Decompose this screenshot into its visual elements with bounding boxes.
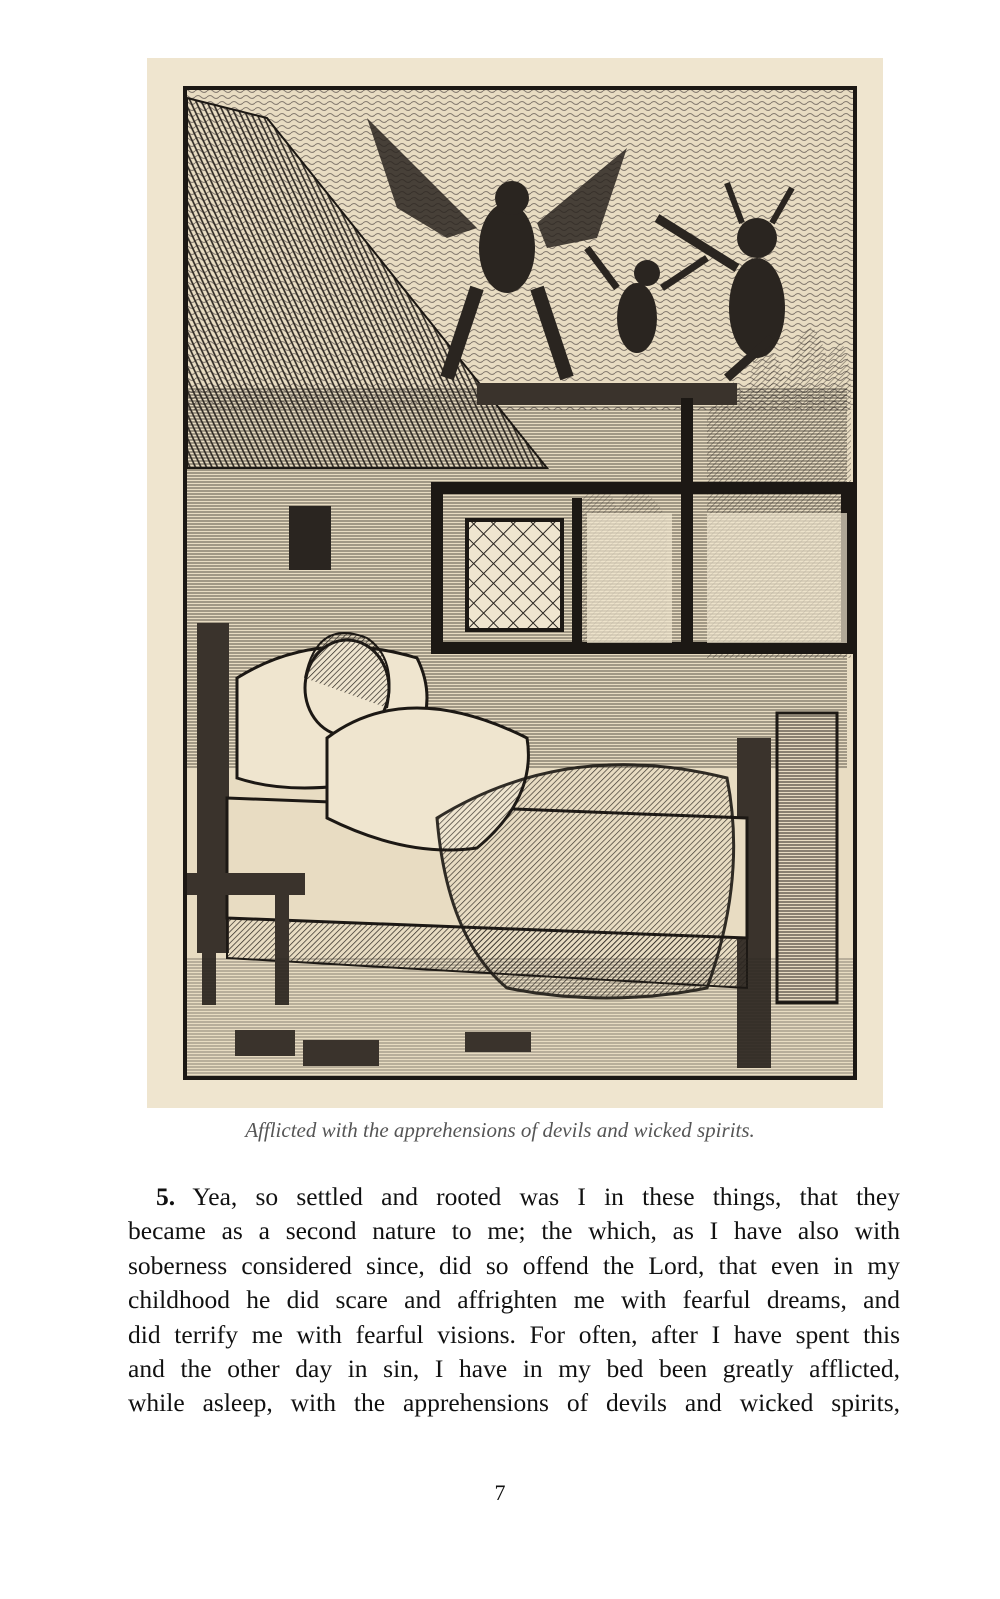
paragraph-line: while asleep, with the apprehensions of devils and wicked spirits, bbox=[128, 1388, 900, 1418]
paragraph-line-text: Yea, so settled and rooted was I in these things, that they bbox=[192, 1182, 900, 1211]
paragraph-line: childhood he did scare and affrighten me with fearful dreams, and bbox=[128, 1285, 900, 1315]
paragraph-line: did terrify me with fearful visions. For often, after I have spent this bbox=[128, 1319, 900, 1349]
paragraph-line: became as a second nature to me; the which, as I have also with bbox=[128, 1216, 900, 1246]
paragraph-number: 5. bbox=[156, 1182, 176, 1211]
paragraph-line: soberness considered since, did so offend the Lord, that even in my bbox=[128, 1250, 900, 1280]
body-paragraph bbox=[128, 1180, 900, 1421]
page-number: 7 bbox=[494, 1480, 506, 1505]
paragraph-line: and the other day in sin, I have in my bed been greatly afflicted, bbox=[128, 1354, 900, 1384]
woodcut-engraving-image bbox=[147, 58, 883, 1108]
paragraph-line bbox=[128, 1180, 900, 1214]
illustration-caption: Afflicted with the apprehensions of devils and wicked spirits. bbox=[245, 1118, 755, 1142]
woodcut-illustration bbox=[147, 58, 883, 1108]
